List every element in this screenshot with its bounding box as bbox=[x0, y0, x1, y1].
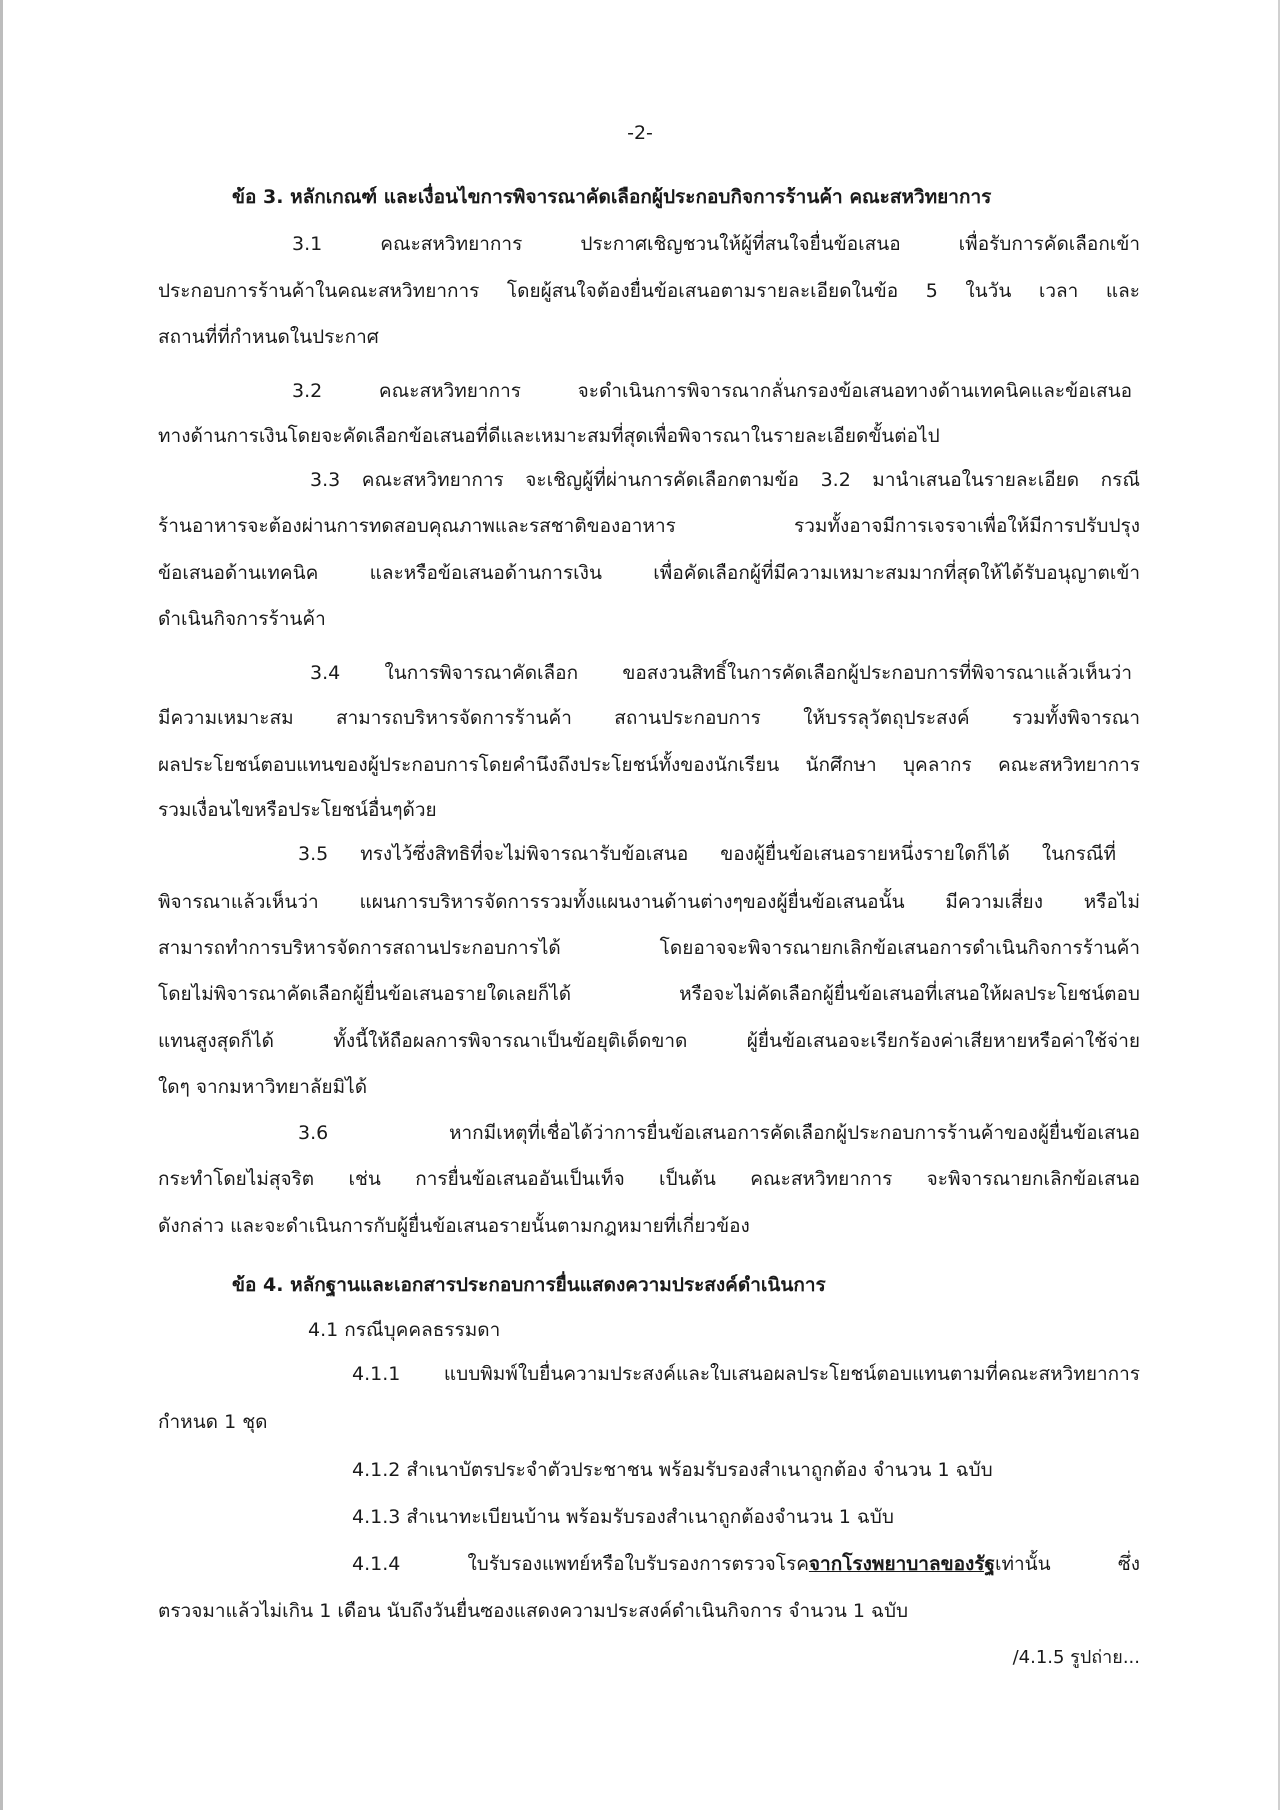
paragraph-line: ดำเนินกิจการร้านค้า bbox=[158, 608, 326, 630]
list-item: 4.1.2 สำเนาบัตรประจำตัวประชาชน พร้อมรับรองสำเนาถูกต้อง จำนวน 1 ฉบับ bbox=[352, 1459, 993, 1481]
paragraph-line: ดังกล่าว และจะดำเนินการกับผู้ยื่นข้อเสนอรายนั้นตามกฎหมายที่เกี่ยวข้อง bbox=[158, 1215, 750, 1237]
paragraph-line: 3.2 คณะสหวิทยาการ จะดำเนินการพิจารณากลั่นกรองข้อเสนอทางด้านเทคนิคและข้อเสนอ bbox=[292, 380, 1132, 402]
paragraph-line: โดยไม่พิจารณาคัดเลือกผู้ยื่นข้อเสนอรายใดเลยก็ได้ หรือจะไม่คัดเลือกผู้ยื่นข้อเสนอที่เสนอให้ผลประโยชน์ตอบ bbox=[158, 983, 1140, 1005]
paragraph-line: มีความเหมาะสม สามารถบริหารจัดการร้านค้า สถานประกอบการ ให้บรรลุวัตถุประสงค์ รวมทั้งพิจารณา bbox=[158, 707, 1140, 729]
paragraph-line: พิจารณาแล้วเห็นว่า แผนการบริหารจัดการรวมทั้งแผนงานด้านต่างๆของผู้ยื่นข้อเสนอนั้น มีความเสี่ยง หรือไม่ bbox=[158, 891, 1140, 913]
paragraph-line: แทนสูงสุดก็ได้ ทั้งนี้ให้ถือผลการพิจารณาเป็นข้อยุติเด็ดขาด ผู้ยื่นข้อเสนอจะเรียกร้องค่าเสียหายหรือค่าใช้จ่าย bbox=[158, 1030, 1140, 1052]
list-item bbox=[352, 1550, 1140, 1578]
paragraph-line: 3.4 ในการพิจารณาคัดเลือก ขอสงวนสิทธิ์ในการคัดเลือกผู้ประกอบการที่พิจารณาแล้วเห็นว่า bbox=[310, 662, 1132, 684]
paragraph-line: ใดๆ จากมหาวิทยาลัยมิได้ bbox=[158, 1076, 368, 1098]
list-item: 4.1.3 สำเนาทะเบียนบ้าน พร้อมรับรองสำเนาถูกต้องจำนวน 1 ฉบับ bbox=[352, 1506, 894, 1528]
section-3-heading: ข้อ 3. หลักเกณฑ์ และเงื่อนไขการพิจารณาคัดเลือกผู้ประกอบกิจการร้านค้า คณะสหวิทยาการ bbox=[232, 186, 992, 208]
paragraph-line: กระทำโดยไม่สุจริต เช่น การยื่นข้อเสนออันเป็นเท็จ เป็นต้น คณะสหวิทยาการ จะพิจารณายกเลิกข้อเสนอ bbox=[158, 1168, 1140, 1190]
paragraph-line: 3.5 ทรงไว้ซึ่งสิทธิที่จะไม่พิจารณารับข้อเสนอ ของผู้ยื่นข้อเสนอรายหนึ่งรายใดก็ได้ ในกรณีที่ bbox=[298, 843, 1116, 865]
list-item-text: 4.1.4 ใบรับรองแพทย์หรือใบรับรองการตรวจโรค bbox=[352, 1553, 809, 1575]
paragraph-line: 3.6 หากมีเหตุที่เชื่อได้ว่าการยื่นข้อเสนอการคัดเลือกผู้ประกอบการร้านค้าของผู้ยื่นข้อเสนอ bbox=[298, 1122, 1140, 1144]
list-item-text-after: เท่านั้น ซึ่ง bbox=[994, 1553, 1140, 1575]
paragraph-line: ทางด้านการเงินโดยจะคัดเลือกข้อเสนอที่ดีและเหมาะสมที่สุดเพื่อพิจารณาในรายละเอียดขั้นต่อไป bbox=[158, 425, 940, 447]
underlined-text: จากโรงพยาบาลของรัฐ bbox=[808, 1553, 995, 1575]
subsection-heading: 4.1 กรณีบุคคลธรรมดา bbox=[308, 1319, 501, 1341]
paragraph-line: ประกอบการร้านค้าในคณะสหวิทยาการ โดยผู้สนใจต้องยื่นข้อเสนอตามรายละเอียดในข้อ 5 ในวัน เวลา และ bbox=[158, 280, 1140, 302]
paragraph-line: สามารถทำการบริหารจัดการสถานประกอบการได้ โดยอาจจะพิจารณายกเลิกข้อเสนอการดำเนินกิจการร้านค้า bbox=[158, 937, 1140, 959]
paragraph-line: รวมเงื่อนไขหรือประโยชน์อื่นๆด้วย bbox=[158, 799, 437, 821]
list-item: 4.1.1 แบบพิมพ์ใบยื่นความประสงค์และใบเสนอผลประโยชน์ตอบแทนตามที่คณะสหวิทยาการ bbox=[352, 1363, 1140, 1385]
paragraph-line: ผลประโยชน์ตอบแทนของผู้ประกอบการโดยคำนึงถึงประโยชน์ทั้งของนักเรียน นักศึกษา บุคลากร คณะสหวิทยาการ bbox=[158, 754, 1140, 776]
list-item-continuation: กำหนด 1 ชุด bbox=[158, 1411, 268, 1433]
paragraph-line: ข้อเสนอด้านเทคนิค และหรือข้อเสนอด้านการเงิน เพื่อคัดเลือกผู้ที่มีความเหมาะสมมากที่สุดให้ได้รับอนุญาตเข้า bbox=[158, 562, 1140, 584]
paragraph-line: 3.3 คณะสหวิทยาการ จะเชิญผู้ที่ผ่านการคัดเลือกตามข้อ 3.2 มานำเสนอในรายละเอียด กรณี bbox=[310, 469, 1140, 491]
page-number: -2- bbox=[627, 122, 653, 144]
scan-edge-left bbox=[0, 0, 3, 1810]
paragraph-line: สถานที่ที่กำหนดในประกาศ bbox=[158, 326, 379, 348]
list-item-continuation: ตรวจมาแล้วไม่เกิน 1 เดือน นับถึงวันยื่นซองแสดงความประสงค์ดำเนินกิจการ จำนวน 1 ฉบับ bbox=[158, 1600, 909, 1622]
section-4-heading: ข้อ 4. หลักฐานและเอกสารประกอบการยื่นแสดงความประสงค์ดำเนินการ bbox=[232, 1274, 826, 1296]
paragraph-line: ร้านอาหารจะต้องผ่านการทดสอบคุณภาพและรสชาติของอาหาร รวมทั้งอาจมีการเจรจาเพื่อให้มีการปรับปรุง bbox=[158, 515, 1140, 537]
continuation-reference: /4.1.5 รูปถ่าย... bbox=[1012, 1647, 1140, 1668]
paragraph-line: 3.1 คณะสหวิทยาการ ประกาศเชิญชวนให้ผู้ที่สนใจยื่นข้อเสนอ เพื่อรับการคัดเลือกเข้า bbox=[292, 233, 1140, 255]
